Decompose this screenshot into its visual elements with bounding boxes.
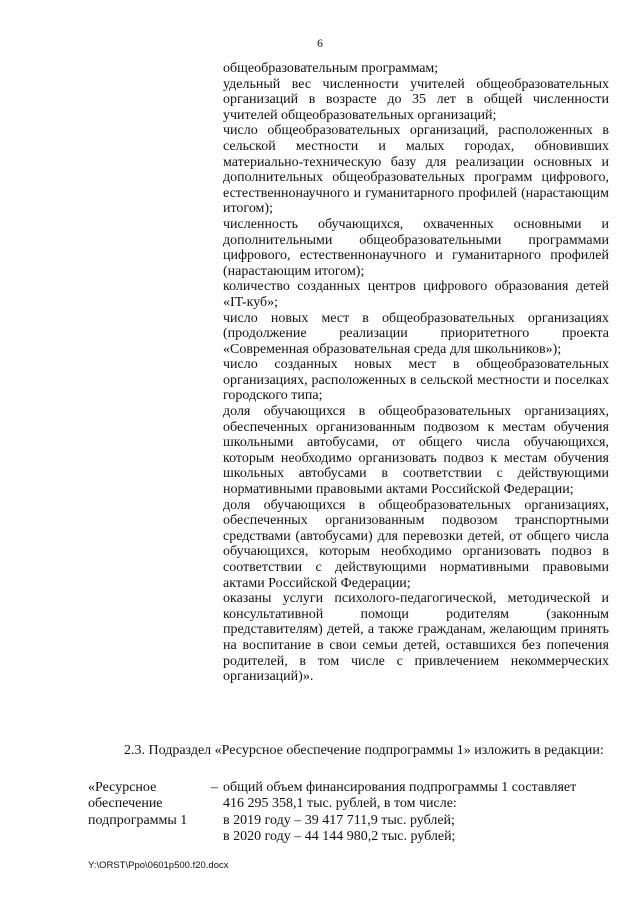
list-item: численность обучающихся, охваченных основными и дополнительными общеобразовательными программами цифрового, естественнонаучного и гуманитарного профилей (нарастающим итогом); [223,216,609,279]
resource-line: в 2019 году – 39 417 711,9 тыс. рублей; [223,812,455,828]
list-item: общеобразовательным программам; [223,61,439,76]
list-item: число созданных новых мест в общеобразовательных организациях, расположенных в сельской местности и поселках городского типа; [223,357,609,404]
page-number: 6 [317,38,323,50]
indicators-list [223,61,609,685]
resource-dash: – [211,780,218,795]
resource-line: в 2020 году – 44 144 980,2 тыс. рублей; [223,829,456,845]
list-item: доля обучающихся в общеобразовательных организациях, обеспеченных организованным подвозом транспортными средствами (автобусами) для перевозки детей, от общего числа обучающихся, которым необходимо организовать подвоз в соответствии с действующими нормативными правовыми актами Российской Федерации; [223,497,609,591]
resource-label: «Ресурсное обеспечение подпрограммы 1 [88,780,188,828]
list-item: доля обучающихся в общеобразовательных организациях, обеспеченных организованным подвозом к местам обучения школьными автобусами, от общего числа обучающихся, которым необходимо организовать подвоз к местам обучения школьных автобусами в соответствии с действующими нормативными правовыми актами Российской Федерации; [223,404,609,498]
resource-details [223,780,609,846]
resource-line: 416 295 358,1 тыс. рублей, в том числе: [223,796,457,812]
list-item: количество созданных центров цифрового образования детей «IT-куб»; [223,279,609,310]
section-2-3-paragraph: 2.3. Подраздел «Ресурсное обеспечение подпрограммы 1» изложить в редакции: [124,743,604,758]
list-item: число общеобразовательных организаций, расположенных в сельской местности и малых городах, обновивших материально-техническую базу для реализации основных и дополнительных общеобразовательных программ цифрового, естественнонаучного и гуманитарного профилей (нарастающим итогом); [223,123,609,217]
list-item: оказаны услуги психолого-педагогической, методической и консультативной помощи родителям (законным представителям) детей, а также гражданам, желающим принять на воспитание в свои семьи детей, оставшихся без попечения родителей, в том числе с привлечением некоммерческих организаций)». [223,591,609,685]
list-item: удельный вес численности учителей общеобразовательных организаций в возрасте до 35 лет в общей численности учителей общеобразовательных организаций; [223,76,609,123]
list-item: число новых мест в общеобразовательных организациях (продолжение реализации приоритетного проекта «Современная образовательная среда для школьников»); [223,310,609,357]
resource-line: общий объем финансирования подпрограммы 1 составляет [223,780,577,795]
footer-file-path: Y:\ORST\Ppo\0601p500.f20.docx [88,860,229,871]
